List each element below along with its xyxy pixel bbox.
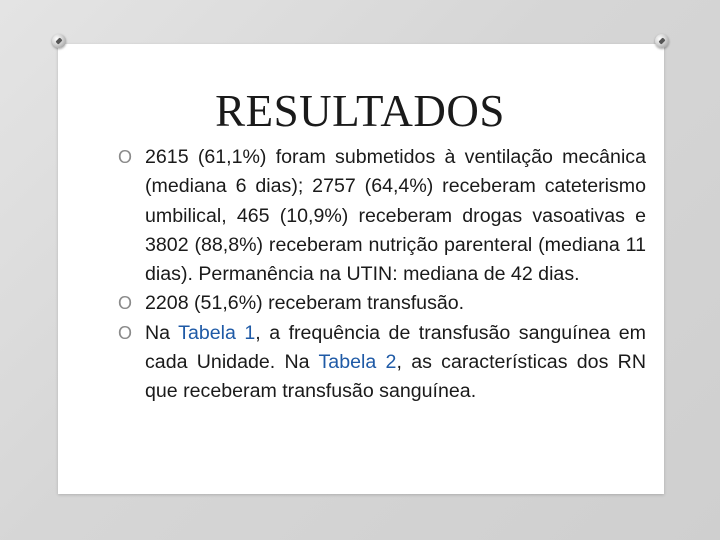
- tabela-1-link[interactable]: Tabela 1: [178, 321, 256, 344]
- bullet-text-part: , a frequência de transfusão sanguínea em cada Unidade. Na: [145, 321, 646, 374]
- bullet-marker: O: [118, 147, 133, 167]
- bullet-marker: O: [118, 322, 133, 343]
- bullet-text: 2208 (51,6%) receberam transfusão.: [145, 292, 465, 315]
- bullet-item: [118, 319, 646, 407]
- pushpin-icon: [655, 34, 669, 48]
- bullet-item: [118, 143, 646, 289]
- pushpin-icon: [52, 34, 66, 48]
- tabela-2-link[interactable]: Tabela 2: [318, 351, 397, 374]
- bullet-item: [118, 289, 646, 318]
- bullet-text: 2615 (61,1%) foram submetidos à ventilação mecânica (mediana 6 dias); 2757 (64,4%) receberam cateterismo umbilical, 465 (10,9%) receberam drogas vasoativas e 3802 (88,8%) receberam nutrição parenteral (mediana 11 dias). Permanência na UTIN: mediana de 42 dias.: [145, 146, 646, 286]
- bullet-text-part: Na: [145, 321, 179, 344]
- slide-title: RESULTADOS: [215, 86, 505, 136]
- bullet-marker: O: [118, 293, 133, 314]
- bullet-text-part: , as características dos RN que receberam transfusão sanguínea.: [145, 351, 646, 403]
- bullet-list: [118, 143, 646, 407]
